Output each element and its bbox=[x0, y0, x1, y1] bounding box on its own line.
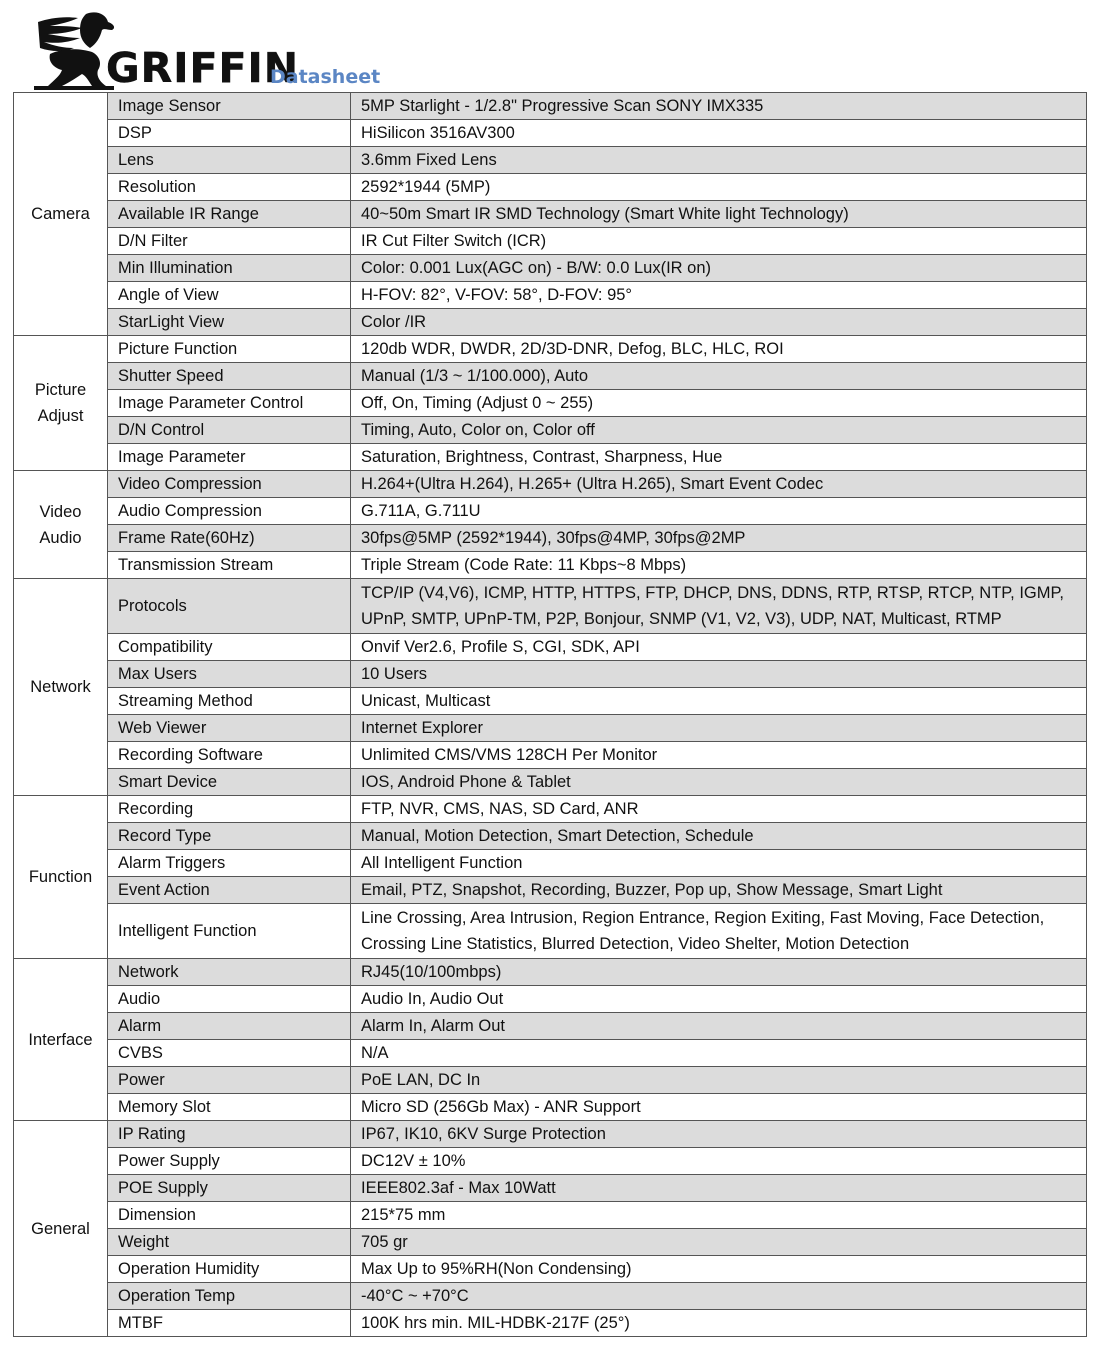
spec-table-body bbox=[14, 93, 1087, 1337]
spec-row bbox=[14, 769, 1087, 796]
spec-row bbox=[14, 363, 1087, 390]
group-label: Function bbox=[14, 796, 108, 959]
spec-row bbox=[14, 1229, 1087, 1256]
spec-row bbox=[14, 552, 1087, 579]
spec-value: Line Crossing, Area Intrusion, Region Entrance, Region Exiting, Fast Moving, Face Detection, Crossing Line Statistics, Blurred Detection, Video Shelter, Motion Detection bbox=[351, 904, 1087, 959]
spec-param: Frame Rate(60Hz) bbox=[108, 525, 351, 552]
spec-value: 215*75 mm bbox=[351, 1202, 1087, 1229]
spec-row bbox=[14, 850, 1087, 877]
spec-value: Onvif Ver2.6, Profile S, CGI, SDK, API bbox=[351, 634, 1087, 661]
spec-param: Available IR Range bbox=[108, 201, 351, 228]
spec-param: Audio Compression bbox=[108, 498, 351, 525]
spec-param: Audio bbox=[108, 986, 351, 1013]
spec-value: Alarm In, Alarm Out bbox=[351, 1013, 1087, 1040]
group-label: Camera bbox=[14, 93, 108, 336]
spec-row bbox=[14, 579, 1087, 634]
spec-row bbox=[14, 877, 1087, 904]
spec-row bbox=[14, 823, 1087, 850]
spec-param: IP Rating bbox=[108, 1121, 351, 1148]
spec-value: IOS, Android Phone & Tablet bbox=[351, 769, 1087, 796]
spec-value: 30fps@5MP (2592*1944), 30fps@4MP, 30fps@2MP bbox=[351, 525, 1087, 552]
spec-param: Lens bbox=[108, 147, 351, 174]
spec-row bbox=[14, 201, 1087, 228]
spec-value: -40°C ~ +70°C bbox=[351, 1283, 1087, 1310]
spec-param: Streaming Method bbox=[108, 688, 351, 715]
spec-row bbox=[14, 93, 1087, 120]
spec-param: Angle of View bbox=[108, 282, 351, 309]
spec-param: Record Type bbox=[108, 823, 351, 850]
spec-value: Micro SD (256Gb Max) - ANR Support bbox=[351, 1094, 1087, 1121]
spec-row bbox=[14, 120, 1087, 147]
spec-row bbox=[14, 1202, 1087, 1229]
spec-param: Alarm bbox=[108, 1013, 351, 1040]
spec-param: Image Parameter Control bbox=[108, 390, 351, 417]
spec-row bbox=[14, 282, 1087, 309]
spec-param: D/N Filter bbox=[108, 228, 351, 255]
spec-row bbox=[14, 444, 1087, 471]
brand-name: GRIFFIN bbox=[106, 44, 300, 92]
spec-value: IEEE802.3af - Max 10Watt bbox=[351, 1175, 1087, 1202]
spec-row bbox=[14, 1175, 1087, 1202]
spec-value: 2592*1944 (5MP) bbox=[351, 174, 1087, 201]
spec-row bbox=[14, 1067, 1087, 1094]
spec-value: Color /IR bbox=[351, 309, 1087, 336]
spec-param: Recording Software bbox=[108, 742, 351, 769]
spec-row bbox=[14, 986, 1087, 1013]
spec-value: Internet Explorer bbox=[351, 715, 1087, 742]
group-label: Interface bbox=[14, 959, 108, 1121]
spec-row bbox=[14, 228, 1087, 255]
spec-value: N/A bbox=[351, 1040, 1087, 1067]
spec-param: D/N Control bbox=[108, 417, 351, 444]
spec-row bbox=[14, 1040, 1087, 1067]
spec-value: Max Up to 95%RH(Non Condensing) bbox=[351, 1256, 1087, 1283]
spec-row bbox=[14, 959, 1087, 986]
datasheet-subtitle: Datasheet bbox=[270, 66, 381, 88]
spec-param: Operation Humidity bbox=[108, 1256, 351, 1283]
spec-param: Smart Device bbox=[108, 769, 351, 796]
spec-row bbox=[14, 742, 1087, 769]
spec-value: Timing, Auto, Color on, Color off bbox=[351, 417, 1087, 444]
group-label: Video Audio bbox=[14, 471, 108, 579]
spec-value: PoE LAN, DC In bbox=[351, 1067, 1087, 1094]
spec-value: 10 Users bbox=[351, 661, 1087, 688]
spec-param: Image Parameter bbox=[108, 444, 351, 471]
spec-param: Transmission Stream bbox=[108, 552, 351, 579]
spec-param: Web Viewer bbox=[108, 715, 351, 742]
spec-value: IP67, IK10, 6KV Surge Protection bbox=[351, 1121, 1087, 1148]
spec-param: Protocols bbox=[108, 579, 351, 634]
spec-value: Manual, Motion Detection, Smart Detection, Schedule bbox=[351, 823, 1087, 850]
spec-row bbox=[14, 417, 1087, 444]
spec-row bbox=[14, 1094, 1087, 1121]
spec-param: Picture Function bbox=[108, 336, 351, 363]
spec-row bbox=[14, 147, 1087, 174]
spec-param: Alarm Triggers bbox=[108, 850, 351, 877]
group-label: Picture Adjust bbox=[14, 336, 108, 471]
spec-param: Intelligent Function bbox=[108, 904, 351, 959]
spec-row bbox=[14, 255, 1087, 282]
spec-param: Power Supply bbox=[108, 1148, 351, 1175]
spec-row bbox=[14, 1256, 1087, 1283]
group-label: General bbox=[14, 1121, 108, 1337]
spec-value: 705 gr bbox=[351, 1229, 1087, 1256]
header bbox=[30, 8, 430, 92]
spec-param: Video Compression bbox=[108, 471, 351, 498]
spec-value: IR Cut Filter Switch (ICR) bbox=[351, 228, 1087, 255]
spec-row bbox=[14, 904, 1087, 959]
spec-param: Power bbox=[108, 1067, 351, 1094]
spec-value: Unlimited CMS/VMS 128CH Per Monitor bbox=[351, 742, 1087, 769]
spec-value: Color: 0.001 Lux(AGC on) - B/W: 0.0 Lux(IR on) bbox=[351, 255, 1087, 282]
spec-param: Weight bbox=[108, 1229, 351, 1256]
spec-param: Recording bbox=[108, 796, 351, 823]
spec-row bbox=[14, 1310, 1087, 1337]
spec-param: Operation Temp bbox=[108, 1283, 351, 1310]
spec-value: 5MP Starlight - 1/2.8" Progressive Scan SONY IMX335 bbox=[351, 93, 1087, 120]
spec-param: Event Action bbox=[108, 877, 351, 904]
spec-param: CVBS bbox=[108, 1040, 351, 1067]
spec-param: Memory Slot bbox=[108, 1094, 351, 1121]
spec-param: DSP bbox=[108, 120, 351, 147]
spec-value: 40~50m Smart IR SMD Technology (Smart White light Technology) bbox=[351, 201, 1087, 228]
spec-row bbox=[14, 634, 1087, 661]
spec-row bbox=[14, 498, 1087, 525]
spec-param: Shutter Speed bbox=[108, 363, 351, 390]
spec-param: Max Users bbox=[108, 661, 351, 688]
spec-param: Network bbox=[108, 959, 351, 986]
spec-row bbox=[14, 471, 1087, 498]
spec-value: Triple Stream (Code Rate: 11 Kbps~8 Mbps) bbox=[351, 552, 1087, 579]
spec-value: 120db WDR, DWDR, 2D/3D-DNR, Defog, BLC, HLC, ROI bbox=[351, 336, 1087, 363]
spec-row bbox=[14, 309, 1087, 336]
spec-row bbox=[14, 336, 1087, 363]
spec-value: All Intelligent Function bbox=[351, 850, 1087, 877]
spec-param: StarLight View bbox=[108, 309, 351, 336]
spec-param: Dimension bbox=[108, 1202, 351, 1229]
spec-value: Unicast, Multicast bbox=[351, 688, 1087, 715]
spec-param: Compatibility bbox=[108, 634, 351, 661]
spec-value: FTP, NVR, CMS, NAS, SD Card, ANR bbox=[351, 796, 1087, 823]
spec-value: H.264+(Ultra H.264), H.265+ (Ultra H.265), Smart Event Codec bbox=[351, 471, 1087, 498]
spec-row bbox=[14, 796, 1087, 823]
spec-row bbox=[14, 715, 1087, 742]
spec-value: Email, PTZ, Snapshot, Recording, Buzzer, Pop up, Show Message, Smart Light bbox=[351, 877, 1087, 904]
spec-row bbox=[14, 1121, 1087, 1148]
spec-param: MTBF bbox=[108, 1310, 351, 1337]
spec-row bbox=[14, 661, 1087, 688]
spec-row bbox=[14, 390, 1087, 417]
spec-value: Saturation, Brightness, Contrast, Sharpness, Hue bbox=[351, 444, 1087, 471]
spec-value: HiSilicon 3516AV300 bbox=[351, 120, 1087, 147]
spec-row bbox=[14, 525, 1087, 552]
spec-value: Manual (1/3 ~ 1/100.000), Auto bbox=[351, 363, 1087, 390]
spec-value: Off, On, Timing (Adjust 0 ~ 255) bbox=[351, 390, 1087, 417]
spec-row bbox=[14, 1148, 1087, 1175]
spec-value: DC12V ± 10% bbox=[351, 1148, 1087, 1175]
spec-param: Image Sensor bbox=[108, 93, 351, 120]
group-label: Network bbox=[14, 579, 108, 796]
spec-value: 100K hrs min. MIL-HDBK-217F (25°) bbox=[351, 1310, 1087, 1337]
spec-row bbox=[14, 174, 1087, 201]
spec-row bbox=[14, 688, 1087, 715]
spec-table bbox=[13, 92, 1087, 1337]
spec-value: H-FOV: 82°, V-FOV: 58°, D-FOV: 95° bbox=[351, 282, 1087, 309]
spec-param: Min Illumination bbox=[108, 255, 351, 282]
spec-value: G.711A, G.711U bbox=[351, 498, 1087, 525]
spec-value: 3.6mm Fixed Lens bbox=[351, 147, 1087, 174]
spec-row bbox=[14, 1013, 1087, 1040]
spec-value: TCP/IP (V4,V6), ICMP, HTTP, HTTPS, FTP, DHCP, DNS, DDNS, RTP, RTSP, RTCP, NTP, IGMP, UPnP, SMTP, UPnP-TM, P2P, Bonjour, SNMP (V1, V2, V3), UDP, NAT, Multicast, RTMP bbox=[351, 579, 1087, 634]
spec-param: POE Supply bbox=[108, 1175, 351, 1202]
spec-row bbox=[14, 1283, 1087, 1310]
spec-value: Audio In, Audio Out bbox=[351, 986, 1087, 1013]
spec-param: Resolution bbox=[108, 174, 351, 201]
spec-value: RJ45(10/100mbps) bbox=[351, 959, 1087, 986]
